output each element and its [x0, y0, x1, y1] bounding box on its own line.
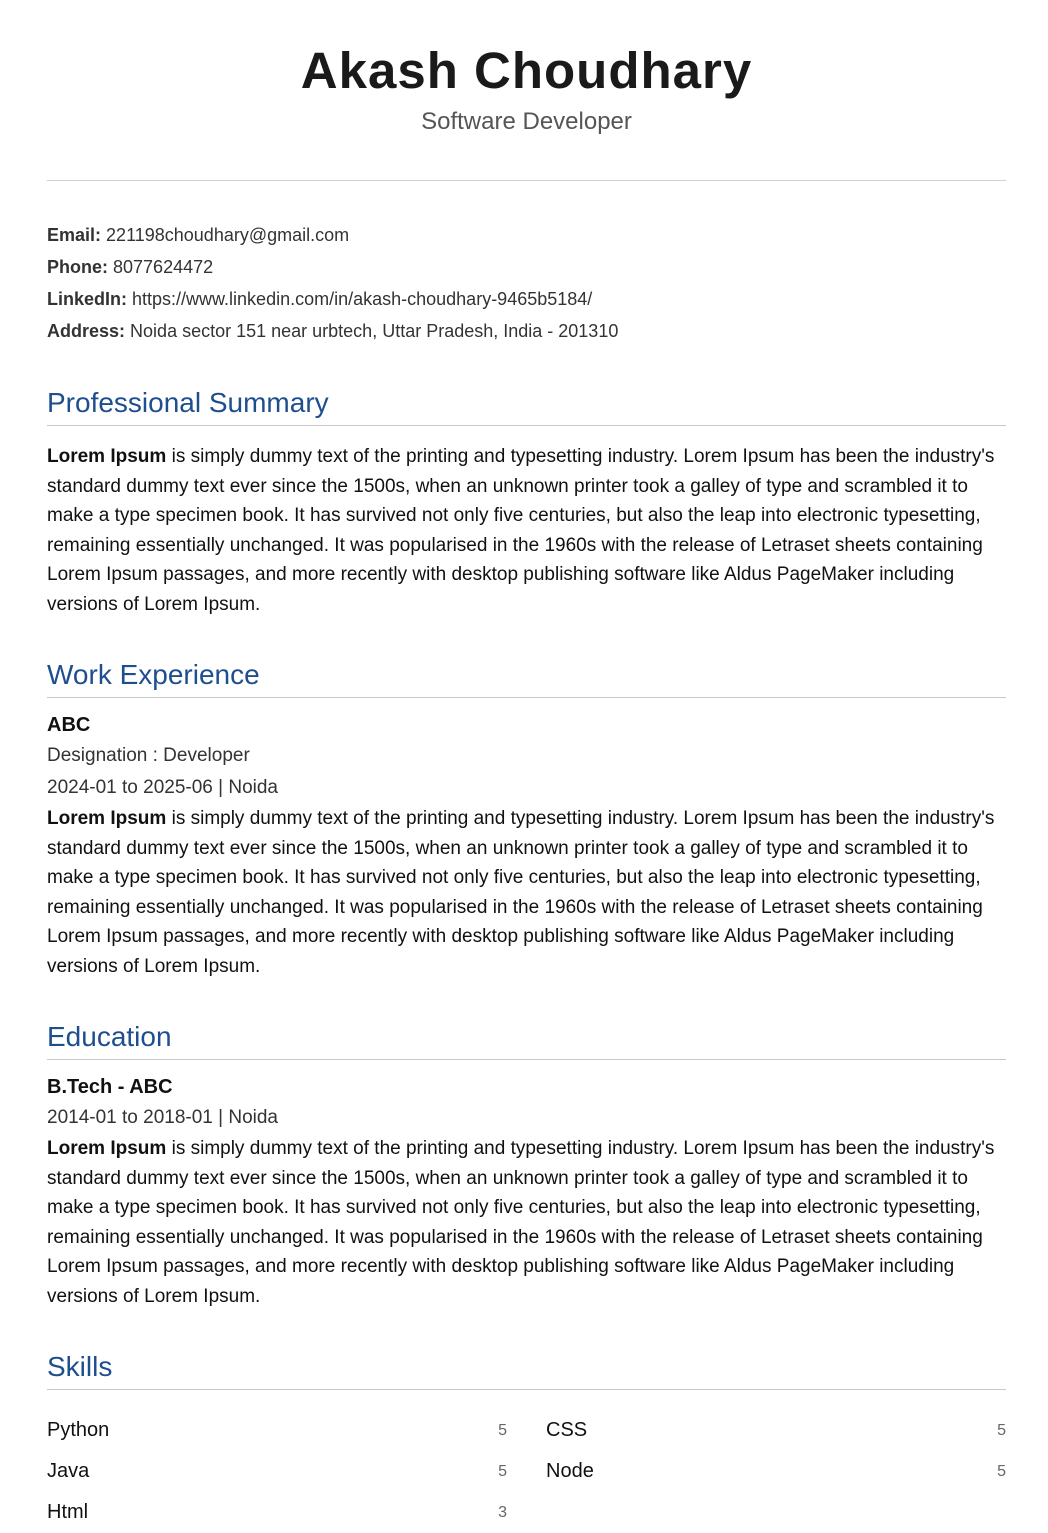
skill-item [546, 1410, 1006, 1451]
candidate-title: Software Developer [421, 108, 632, 135]
section-heading: Professional Summary [47, 385, 1006, 426]
experience-dates: 2024-01 to 2025-06 | Noida [47, 777, 278, 798]
contact-label: LinkedIn: [47, 289, 127, 309]
skills-grid [47, 1410, 1006, 1533]
contact-value: Noida sector 151 near urbtech, Uttar Pradesh, India - 201310 [130, 321, 619, 341]
bold-lead: Lorem Ipsum [47, 446, 167, 467]
summary-section [47, 385, 1006, 619]
experience-section [47, 657, 1006, 981]
bold-lead: Lorem Ipsum [47, 1138, 167, 1159]
paragraph-text: is simply dummy text of the printing and typesetting industry. Lorem Ipsum has been the industry's standard dummy text ever since the 1500s, when an unknown printer took a galley of type and scrambled it to make a type specimen book. It has survived not only five centuries, but also the leap into electronic typesetting, remaining essentially unchanged. It was popularised in the 1960s with the release of Letraset sheets containing Lorem Ipsum passages, and more recently with desktop publishing software like Aldus PageMaker including versions of Lorem Ipsum. [47, 446, 995, 615]
candidate-name: Akash Choudhary [300, 42, 753, 99]
contact-email [47, 219, 1006, 251]
skill-name: Html [47, 1501, 89, 1523]
skill-name: Node [546, 1460, 594, 1482]
contact-value: https://www.linkedin.com/in/akash-choudhary-9465b5184/ [132, 289, 593, 309]
contact-value: 8077624472 [113, 257, 214, 277]
degree-name: B.Tech - ABC [47, 1076, 173, 1098]
contact-phone [47, 251, 1006, 283]
skills-section [47, 1349, 1006, 1533]
skill-item [47, 1451, 507, 1492]
contact-label: Email: [47, 225, 102, 245]
skill-name: Python [47, 1419, 110, 1441]
resume-header [47, 0, 1006, 138]
paragraph-text: is simply dummy text of the printing and typesetting industry. Lorem Ipsum has been the industry's standard dummy text ever since the 1500s, when an unknown printer took a galley of type and scrambled it to make a type specimen book. It has survived not only five centuries, but also the leap into electronic typesetting, remaining essentially unchanged. It was popularised in the 1960s with the release of Letraset sheets containing Lorem Ipsum passages, and more recently with desktop publishing software like Aldus PageMaker including versions of Lorem Ipsum. [47, 1138, 995, 1307]
skill-name: Java [47, 1460, 90, 1482]
education-section [47, 1019, 1006, 1311]
contact-label: Phone: [47, 257, 108, 277]
skill-level: 5 [997, 1462, 1006, 1480]
skills-column-left [47, 1410, 507, 1533]
skill-item [47, 1492, 507, 1533]
skill-level: 5 [997, 1421, 1006, 1439]
skill-item [47, 1410, 507, 1451]
summary-paragraph [47, 442, 1006, 619]
contact-label: Address: [47, 321, 126, 341]
education-paragraph [47, 1134, 1006, 1311]
company-name: ABC [47, 714, 91, 736]
skill-level: 3 [498, 1503, 507, 1521]
designation: Designation : Developer [47, 745, 250, 766]
contact-address [47, 315, 1006, 347]
section-heading: Skills [47, 1349, 1006, 1390]
section-heading: Education [47, 1019, 1006, 1060]
skill-level: 5 [498, 1421, 507, 1439]
bold-lead: Lorem Ipsum [47, 808, 167, 829]
contact-info [47, 219, 1006, 347]
contact-value: 221198choudhary@gmail.com [106, 225, 350, 245]
skill-item [546, 1451, 1006, 1492]
contact-linkedin [47, 283, 1006, 315]
resume-page [47, 0, 1006, 1533]
skill-level: 5 [498, 1462, 507, 1480]
section-heading: Work Experience [47, 657, 1006, 698]
paragraph-text: is simply dummy text of the printing and typesetting industry. Lorem Ipsum has been the industry's standard dummy text ever since the 1500s, when an unknown printer took a galley of type and scrambled it to make a type specimen book. It has survived not only five centuries, but also the leap into electronic typesetting, remaining essentially unchanged. It was popularised in the 1960s with the release of Letraset sheets containing Lorem Ipsum passages, and more recently with desktop publishing software like Aldus PageMaker including versions of Lorem Ipsum. [47, 808, 995, 977]
skills-column-right [546, 1410, 1006, 1533]
experience-paragraph [47, 804, 1006, 981]
header-divider [47, 180, 1006, 181]
education-dates: 2014-01 to 2018-01 | Noida [47, 1107, 278, 1128]
skill-name: CSS [546, 1419, 588, 1441]
